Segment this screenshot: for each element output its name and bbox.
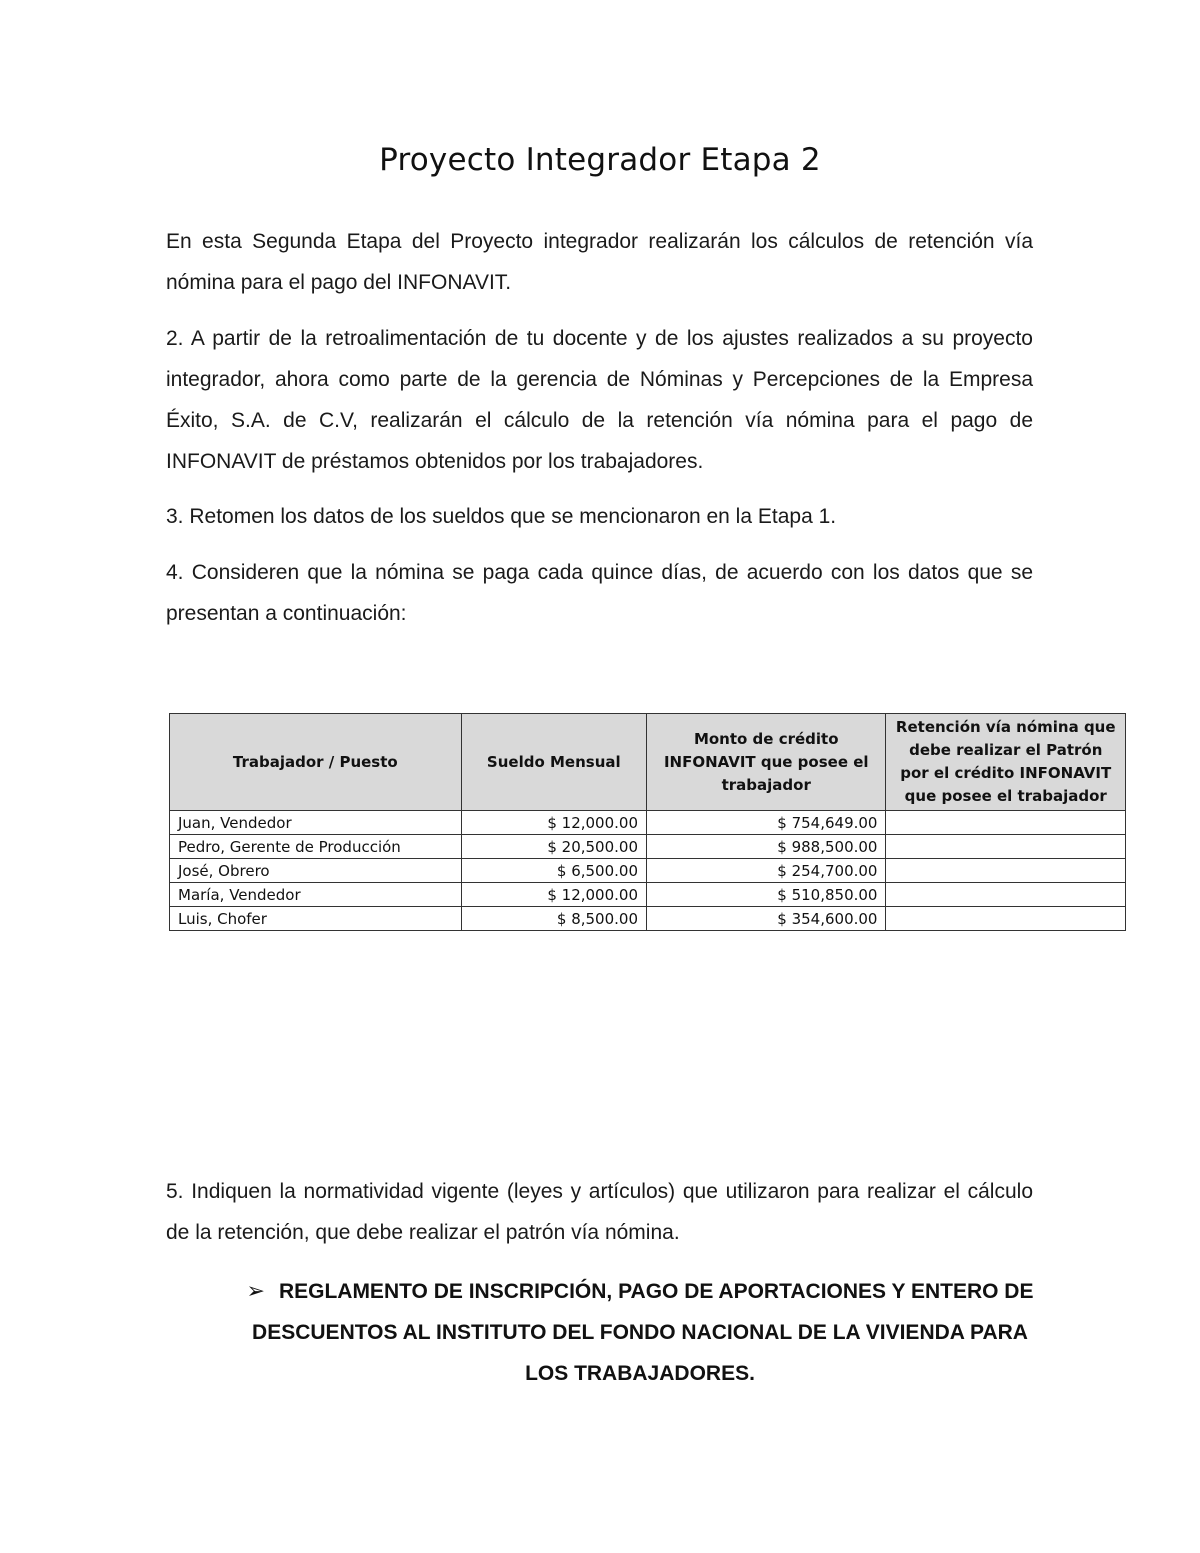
item-3-paragraph: 3. Retomen los datos de los sueldos que se mencionaron en la Etapa 1.: [166, 505, 837, 528]
retention-cell: [886, 835, 1126, 859]
table-row: [170, 811, 1126, 835]
credit-cell: $ 988,500.00: [647, 835, 886, 859]
table-row: [170, 907, 1126, 931]
worker-cell: Juan, Vendedor: [170, 811, 462, 835]
credit-cell: $ 754,649.00: [647, 811, 886, 835]
table-row: [170, 883, 1126, 907]
item-5-paragraph: 5. Indiquen la normatividad vigente (leyes y artículos) que utilizaron para realizar el cálculo de la retención, que debe realizar el patrón vía nómina.: [166, 1180, 1033, 1244]
salary-cell: $ 8,500.00: [461, 907, 646, 931]
header-retention: Retención vía nómina que debe realizar el Patrón por el crédito INFONAVIT que posee el trabajador: [886, 714, 1126, 811]
salary-cell: $ 20,500.00: [461, 835, 646, 859]
retention-cell: [886, 859, 1126, 883]
intro-paragraph: En esta Segunda Etapa del Proyecto integrador realizarán los cálculos de retención vía nómina para el pago del INFONAVIT.: [166, 230, 1033, 294]
salary-cell: $ 6,500.00: [461, 859, 646, 883]
worker-cell: Pedro, Gerente de Producción: [170, 835, 462, 859]
header-credit: Monto de crédito INFONAVIT que posee el trabajador: [647, 714, 886, 811]
table-row: [170, 835, 1126, 859]
salary-cell: $ 12,000.00: [461, 811, 646, 835]
credit-cell: $ 354,600.00: [647, 907, 886, 931]
credit-cell: $ 254,700.00: [647, 859, 886, 883]
worker-cell: José, Obrero: [170, 859, 462, 883]
item-2-paragraph: 2. A partir de la retroalimentación de tu docente y de los ajustes realizados a su proyecto integrador, ahora como parte de la gerencia de Nóminas y Percepciones de la Empresa Éxito, S.A. de C.V, realizarán el cálculo de la retención vía nómina para el pago de INFONAVIT de préstamos obtenidos por los trabajadores.: [166, 327, 1033, 473]
worker-cell: María, Vendedor: [170, 883, 462, 907]
arrow-bullet-icon: ➢: [246, 1279, 265, 1304]
header-salary: Sueldo Mensual: [461, 714, 646, 811]
retention-cell: [886, 883, 1126, 907]
retention-cell: [886, 811, 1126, 835]
table-row: [170, 859, 1126, 883]
item-4-paragraph: 4. Consideren que la nómina se paga cada quince días, de acuerdo con los datos que se presentan a continuación:: [166, 561, 1033, 625]
law-reference: [230, 1271, 1050, 1394]
header-worker: Trabajador / Puesto: [170, 714, 462, 811]
table-header-row: [170, 714, 1126, 811]
infonavit-table: [169, 713, 1126, 931]
credit-cell: $ 510,850.00: [647, 883, 886, 907]
worker-cell: Luis, Chofer: [170, 907, 462, 931]
retention-cell: [886, 907, 1126, 931]
page-title: Proyecto Integrador Etapa 2: [379, 142, 821, 178]
salary-cell: $ 12,000.00: [461, 883, 646, 907]
law-reference-text: REGLAMENTO DE INSCRIPCIÓN, PAGO DE APORTACIONES Y ENTERO DE DESCUENTOS AL INSTITUTO DEL FONDO NACIONAL DE LA VIVIENDA PARA LOS TRABAJADORES.: [252, 1280, 1034, 1385]
